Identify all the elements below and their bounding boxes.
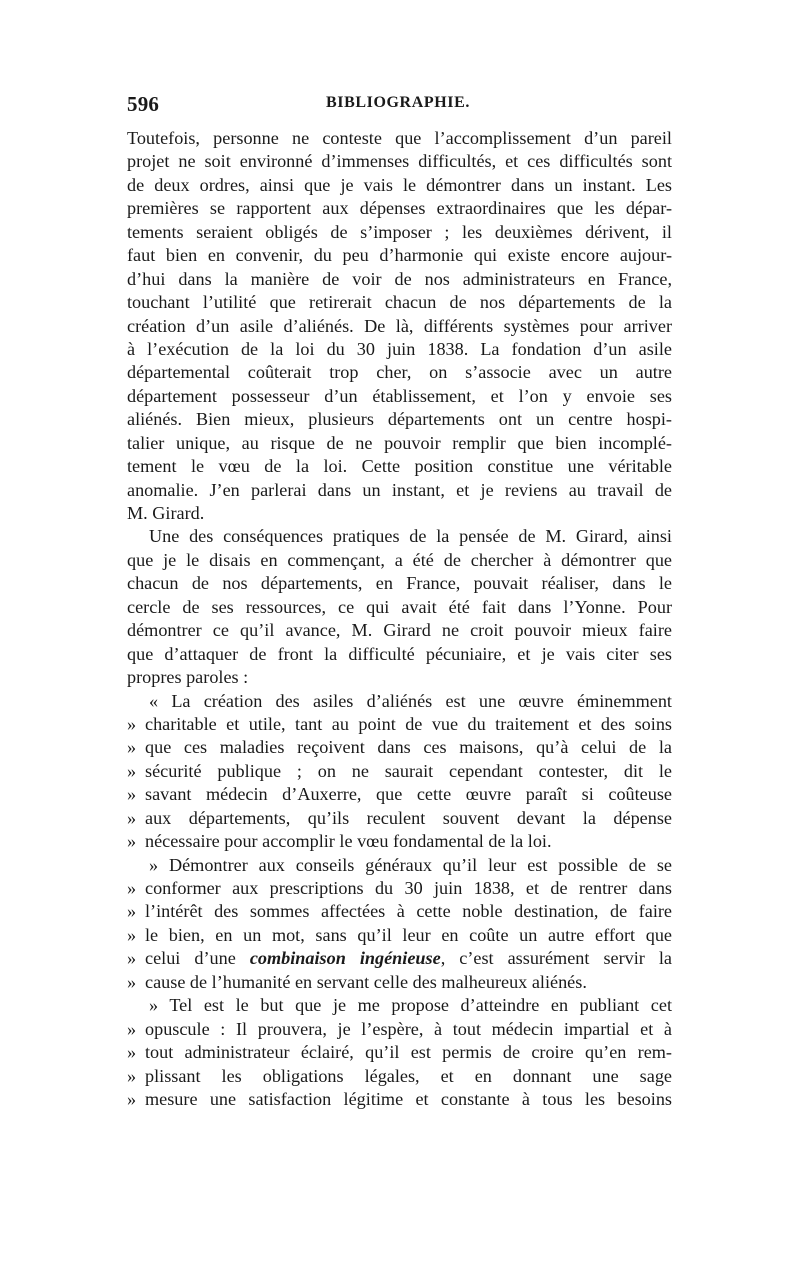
text-line: tements seraient obligés de s’imposer ; les deuxièmes dérivent, il bbox=[127, 221, 672, 242]
quote-line bbox=[127, 783, 672, 806]
quote-line bbox=[127, 1041, 672, 1064]
quote-line bbox=[127, 736, 672, 759]
italic-emphasis: combinaison ingénieuse bbox=[249, 948, 441, 969]
text-line: de deux ordres, ainsi que je vais le démontrer dans un instant. Les bbox=[127, 174, 672, 195]
page-number: 596 bbox=[127, 92, 160, 116]
text-line: propres paroles : bbox=[127, 667, 249, 688]
quote-line-text: tout administrateur éclairé, qu’il est permis de croire qu’en rem- bbox=[145, 1042, 672, 1063]
quote-line bbox=[127, 924, 672, 947]
text-line: faut bien en convenir, du peu d’harmonie qui existe encore aujour- bbox=[127, 245, 672, 266]
text-line: cercle de ses ressources, ce qui avait été fait dans l’Yonne. Pour bbox=[127, 596, 672, 617]
quote-mark: » bbox=[127, 807, 137, 828]
text-line: département possesseur d’un établissement, et l’on y envoie ses bbox=[127, 385, 672, 406]
text-line: création d’un asile d’aliénés. De là, différents systèmes pour arriver bbox=[127, 315, 672, 336]
quote-mark: » bbox=[127, 831, 137, 852]
quote-line bbox=[127, 713, 672, 736]
quote-mark: » bbox=[127, 924, 137, 945]
quote-line bbox=[127, 877, 672, 900]
quote-line-text: cause de l’humanité en servant celle des malheureux aliénés. bbox=[145, 971, 587, 992]
text-line: d’hui dans la manière de voir de nos administrateurs en France, bbox=[127, 268, 672, 289]
quote-mark: » bbox=[127, 713, 137, 734]
quote-line-text: opuscule : Il prouvera, je l’espère, à tout médecin impartial et à bbox=[145, 1018, 672, 1039]
quote-line-text: le bien, en un mot, sans qu’il leur en coûte un autre effort que bbox=[145, 924, 672, 945]
text-line: premières se rapportent aux dépenses extraordinaires que les dépar- bbox=[127, 198, 672, 219]
quote-line bbox=[127, 971, 672, 994]
text-line: M. Girard. bbox=[127, 503, 205, 523]
running-title: BIBLIOGRAPHIE. bbox=[326, 94, 470, 111]
quote-line-text: celui d’une bbox=[145, 948, 236, 969]
text-line: tement le vœu de la loi. Cette position constitue une véritable bbox=[127, 456, 672, 477]
body-text bbox=[127, 127, 672, 1111]
text-line: anomalie. J’en parlerai dans un instant, et je reviens au travail de bbox=[127, 479, 672, 500]
quote-first-line: » Tel est le but que je me propose d’atteindre en publiant cet bbox=[149, 995, 672, 1016]
quote-line-text: sécurité publique ; on ne saurait cependant contester, dit le bbox=[145, 760, 672, 781]
paragraph-first-line: Une des conséquences pratiques de la pensée de M. Girard, ainsi bbox=[149, 526, 672, 547]
quote-mark: » bbox=[127, 1065, 137, 1086]
quote-mark: » bbox=[127, 971, 137, 992]
quote-line-text: aux départements, qu’ils reculent souvent devant la dépense bbox=[145, 807, 672, 828]
quote-mark: » bbox=[127, 1042, 137, 1063]
quote-mark: » bbox=[127, 760, 137, 781]
quote-line bbox=[127, 830, 672, 853]
quote-line-text: que ces maladies reçoivent dans ces maisons, qu’à celui de la bbox=[145, 737, 672, 758]
quote-line bbox=[127, 947, 672, 970]
quote-line-text: savant médecin d’Auxerre, que cette œuvre paraît si coûteuse bbox=[145, 784, 672, 805]
quote-line-text: charitable et utile, tant au point de vue du traitement et des soins bbox=[145, 713, 672, 734]
text-line: chacun de nos départements, en France, pouvait réaliser, dans le bbox=[127, 573, 672, 594]
quote-line-text: l’intérêt des sommes affectées à cette noble destination, de faire bbox=[145, 901, 672, 922]
text-line: démontrer ce qu’il avance, M. Girard ne croit pouvoir mieux faire bbox=[127, 620, 672, 641]
text-line: projet ne soit environné d’immenses difficultés, et ces difficultés sont bbox=[127, 151, 672, 172]
quote-mark: » bbox=[127, 878, 137, 898]
text-line: aliénés. Bien mieux, plusieurs départements ont un centre hospi- bbox=[127, 409, 672, 430]
quote-first-line: » Démontrer aux conseils généraux qu’il leur est possible de se bbox=[149, 854, 672, 875]
quote-mark: » bbox=[127, 948, 137, 969]
text-line: départemental coûterait trop cher, on s’associe avec un autre bbox=[127, 362, 672, 383]
quote-line bbox=[127, 1065, 672, 1088]
quote-line-text: , c’est assurément servir la bbox=[440, 948, 672, 969]
quote-mark: » bbox=[127, 1018, 137, 1039]
quote-mark: » bbox=[127, 737, 137, 758]
quote-line-text: nécessaire pour accomplir le vœu fondamental de la loi. bbox=[145, 831, 552, 852]
page-header bbox=[127, 92, 672, 116]
quote-line bbox=[127, 900, 672, 923]
quote-mark: » bbox=[127, 784, 137, 805]
text-line: à l’exécution de la loi du 30 juin 1838. La fondation d’un asile bbox=[127, 338, 672, 359]
text-line: talier unique, au risque de ne pouvoir remplir que bien incomplé- bbox=[127, 432, 672, 453]
quote-line bbox=[127, 1088, 672, 1111]
text-line: Toutefois, personne ne conteste que l’accomplissement d’un pareil bbox=[127, 128, 672, 148]
text-line: que je le disais en commençant, a été de chercher à démontrer que bbox=[127, 549, 672, 570]
quote-line-text: plissant les obligations légales, et en donnant une sage bbox=[145, 1065, 672, 1086]
quote-mark: » bbox=[127, 1088, 137, 1109]
quote-line bbox=[127, 760, 672, 783]
quote-line-text: conformer aux prescriptions du 30 juin 1838, et de rentrer dans bbox=[145, 878, 672, 898]
quote-line bbox=[127, 807, 672, 830]
quote-line-text: mesure une satisfaction légitime et constante à tous les besoins bbox=[145, 1088, 672, 1109]
quote-first-line: « La création des asiles d’aliénés est une œuvre éminemment bbox=[149, 690, 672, 711]
quote-mark: » bbox=[127, 901, 137, 922]
text-line: touchant l’utilité que retirerait chacun de nos départements de la bbox=[127, 292, 672, 313]
text-line: que d’attaquer de front la difficulté pécuniaire, et je vais citer ses bbox=[127, 643, 672, 664]
quote-line bbox=[127, 1018, 672, 1041]
